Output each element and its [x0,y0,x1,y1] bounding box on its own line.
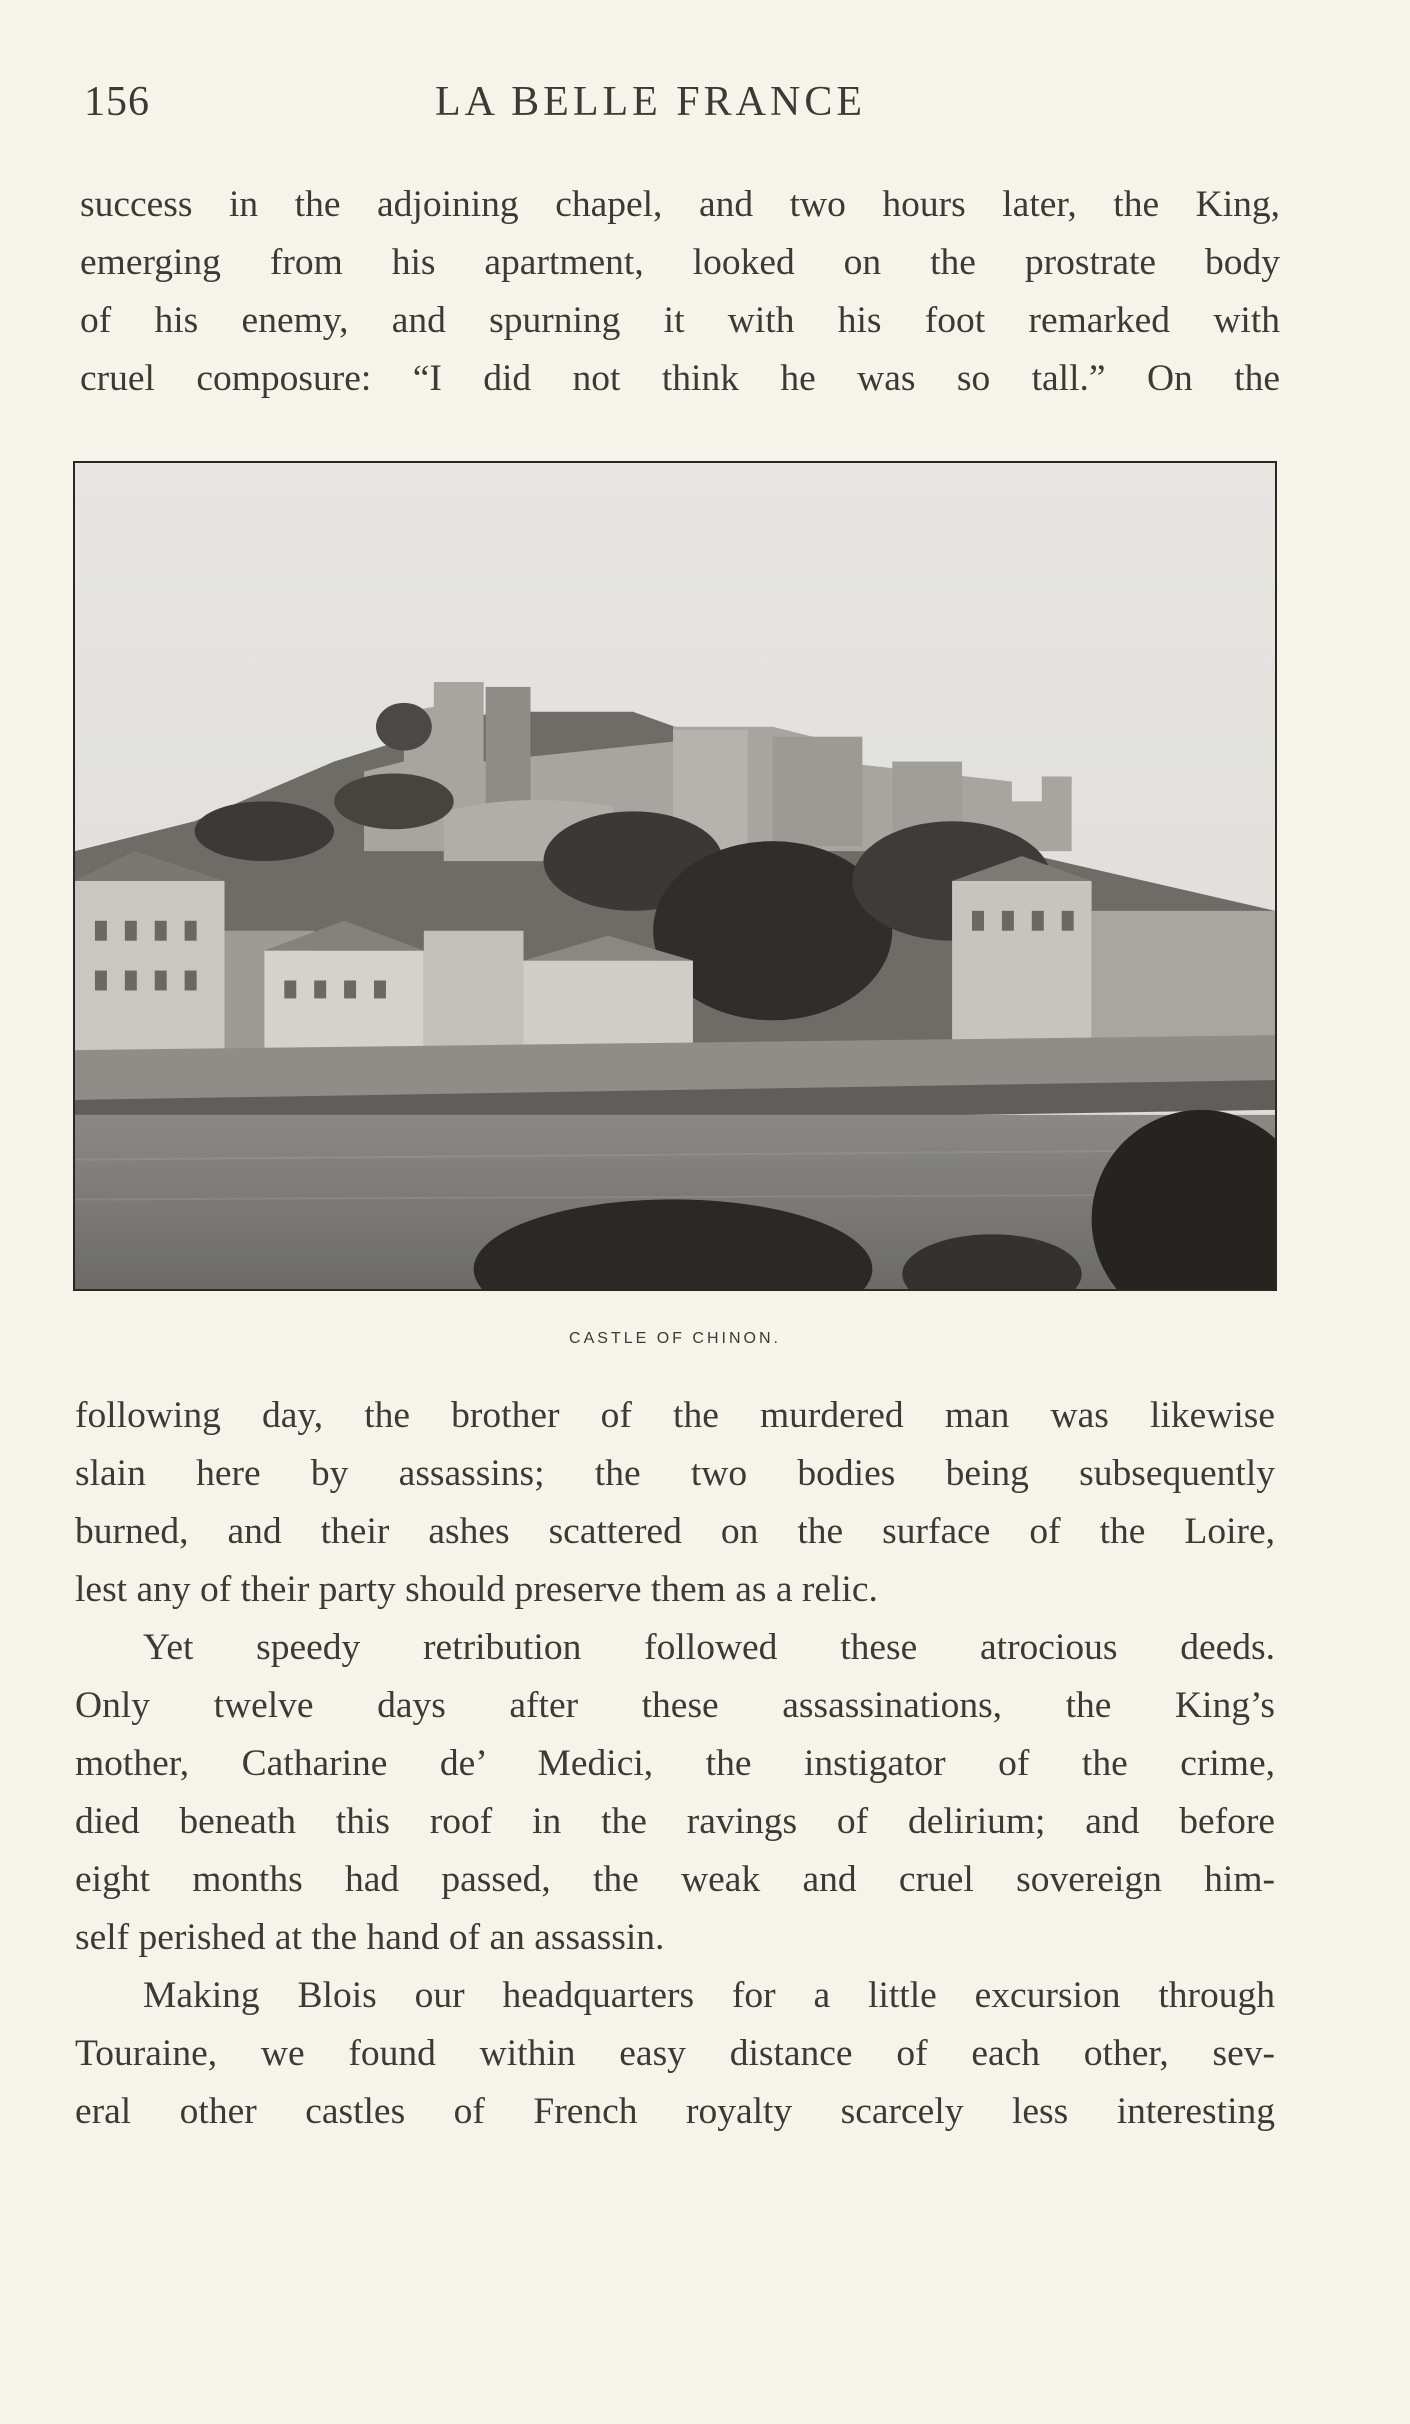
text-line: eral other castles of French royalty scarcely less interesting [75,2091,1275,2132]
text-line: Touraine, we found within easy distance of each other, sev- [75,2033,1275,2074]
body-text-top [80,176,1280,408]
text-line: following day, the brother of the murdered man was likewise [75,1395,1275,1436]
body-text-bottom [75,1387,1275,2141]
running-head [80,78,1280,138]
text-line: died beneath this roof in the ravings of delirium; and before [75,1801,1275,1842]
text-line: Making Blois our headquarters for a little excursion through [143,1975,1275,2016]
text-line: emerging from his apartment, looked on the prostrate body [80,242,1280,283]
text-line: lest any of their party should preserve them as a relic. [75,1569,878,1610]
page-number: 156 [84,79,150,125]
castle-photograph [73,461,1277,1291]
text-line: self perished at the hand of an assassin. [75,1917,665,1958]
text-line: burned, and their ashes scattered on the surface of the Loire, [75,1511,1275,1552]
text-line: slain here by assassins; the two bodies being subsequently [75,1453,1275,1494]
running-title: LA BELLE FRANCE [435,79,867,125]
text-line: Only twelve days after these assassinations, the King’s [75,1685,1275,1726]
text-line: Yet speedy retribution followed these atrocious deeds. [143,1627,1275,1668]
text-line: of his enemy, and spurning it with his foot remarked with [80,300,1280,341]
figure-caption: CASTLE OF CHINON. [569,1330,781,1347]
text-line: mother, Catharine de’ Medici, the instigator of the crime, [75,1743,1275,1784]
castle-of-chinon-illustration [75,463,1275,1289]
text-line: cruel composure: “I did not think he was so tall.” On the [80,358,1280,399]
text-line: eight months had passed, the weak and cruel sovereign him- [75,1859,1275,1900]
text-line: success in the adjoining chapel, and two hours later, the King, [80,184,1280,225]
